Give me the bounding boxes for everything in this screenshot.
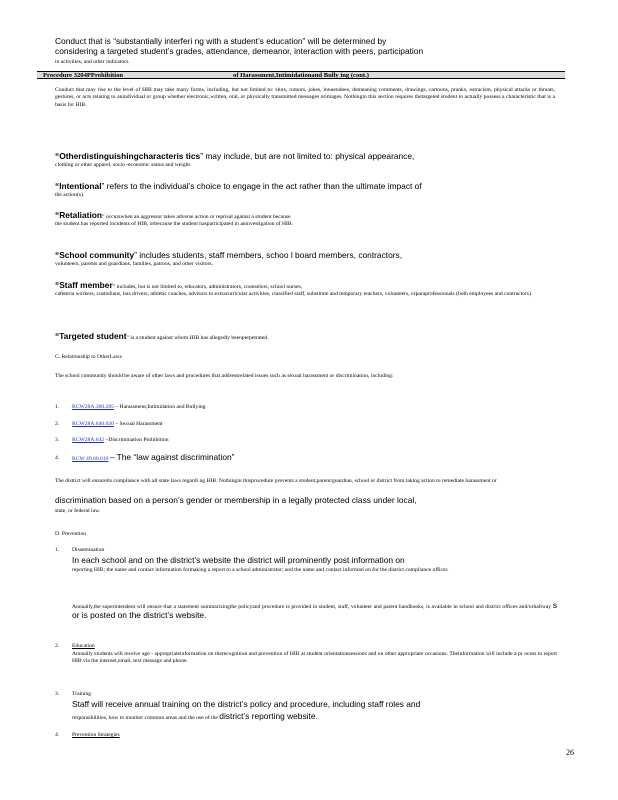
- intro-line-3: in activities, and other indicators.: [55, 59, 130, 65]
- prevention-title: Education: [72, 643, 95, 649]
- prevention-title: Training: [72, 691, 92, 697]
- definition-lead: ” refers to the individual’s choice to engage in the act rather than the ultimate impact of: [101, 181, 422, 191]
- section-d-heading: D. Prevention: [55, 531, 87, 537]
- law-list-number: 2.: [55, 421, 60, 427]
- dissemination-text: reporting HIB; the name and contact information formaking a report to a school administrator; and the name and contact informati on for the district compliance officer.: [72, 567, 449, 573]
- rcw-link[interactable]: RCW 49.60.010: [72, 456, 109, 462]
- definition-rest: clothing or other apparel, socio -economic status and weight.: [55, 162, 192, 169]
- law-list-item-2: [72, 421, 557, 428]
- procedure-header-bar: [37, 71, 565, 79]
- training-small: responsibilities, how to monitor common areas and the use of the: [72, 715, 218, 721]
- dissemination-handbook-text: [72, 601, 557, 622]
- compliance-big-text: discrimination based on a person’s gender or membership in a legally protected class under local,: [55, 495, 417, 505]
- prevention-title: Prevention Strategies: [72, 732, 120, 738]
- section-c-paragraph: The school community should be aware of other laws and procedures that addressrelated issues such as sexual harassment or discrimination, including:: [55, 373, 394, 379]
- prevention-list-number: 4.: [55, 732, 60, 738]
- law-list-item-1: [72, 404, 557, 411]
- definition-lead: ” includes, but is not limited to, educators, administrators, counselors, school nurses,: [112, 284, 303, 290]
- definition-term: “Intentional: [55, 181, 102, 191]
- law-description: – Harassment,Intimidation and Bullying: [115, 404, 206, 410]
- training-text: [72, 712, 557, 722]
- law-list-item-3: [72, 437, 557, 444]
- definition-rest: the student has reported incidents of HIB, orbecause the student hasparticipated in aninvestigation of HIB.: [55, 221, 293, 228]
- compliance-end-text: state, or federal law.: [55, 508, 101, 514]
- definition-rest: volunteers, parents and guardians, families, patrons, and other visitors.: [55, 261, 213, 268]
- definition-term: “Staff member: [55, 280, 113, 290]
- rcw-link[interactable]: RCW28A.642: [72, 437, 105, 443]
- definition-lead: ” may include, but are not limited to: physical appearance,: [200, 151, 415, 161]
- prevention-list-number: 3.: [55, 691, 60, 697]
- education-text: Annually students will receive age - appropriateinformation on therecognition and prevention of HIB at student orientationsessions and on other appropriate occasions. Theinformation will include a pr ocess to report HIB via the internet,email, text message and phone.: [72, 651, 557, 665]
- conduct-paragraph: Conduct that may rise to the level of HIB may take many forms, including, but not limited to: slurs, rumors, jokes, innuendoes, demeaning comments, drawings, cartoons, pranks, ostracism, physical attacks or threats, gestures, or acts relating to anindividual or group whether electronic,written, oral, or physically transmitted messages orimages. Nothingin this section requires thetargeted student to actually possess a characteristic that is a basis for HIB.: [55, 87, 555, 108]
- rcw-link[interactable]: RCW28A.300.285: [72, 404, 114, 410]
- definition-retaliation: [55, 211, 555, 229]
- law-list-number: 1.: [55, 404, 60, 410]
- law-list-item-4: [72, 453, 557, 463]
- definition-rest: the action(s).: [55, 192, 85, 199]
- training-big-text: Staff will receive annual training on the district’s policy and procedure, including staff roles and: [72, 699, 421, 709]
- definition-lead: ” is a student against whom HIB has allegedly beenperpetrated.: [126, 335, 269, 341]
- compliance-small-text: The district will ensureits compliance with all state laws regardi ng HIB. Nothingin thisprocedure prevents a student,parent/guardian, school or district from taking action to remediate harassment or: [55, 478, 497, 484]
- training-small-big: district’s reporting website.: [219, 711, 318, 721]
- definition-school-community: [55, 251, 555, 269]
- header-center: of Harassment,Intimidationand Bully ing (cont.): [233, 72, 369, 79]
- rcw-link[interactable]: RCW28A.640.020: [72, 421, 114, 427]
- header-left: Procedure 3204PProhibition: [43, 72, 124, 79]
- law-list-number: 3.: [55, 437, 60, 443]
- definition-lead: ” includes students, staff members, schoo l board members, contractors,: [134, 250, 403, 260]
- section-c-heading: C. Relationship to OtherLaws: [55, 354, 122, 360]
- definition-staff-member: [55, 281, 555, 299]
- law-description: – The “law against discrimination”: [109, 452, 235, 462]
- definition-intentional: [55, 182, 555, 200]
- definition-other-characteristics: [55, 152, 555, 170]
- handbook-small: Annually,the superintendent will ensure that a statement summarizingthe policyand procedure is provided in student, staff, volunteer and parent handbooks, is available in school and district offices and/orhallway: [72, 604, 552, 610]
- definition-term: “Otherdistinguishingcharacteris tics: [55, 151, 201, 161]
- definition-term: “School community: [55, 250, 135, 260]
- law-description: – Sexual Harassment: [115, 421, 163, 427]
- intro-line-1: Conduct that is “substantially interferi ng with a student’s education” will be determined by: [55, 36, 387, 46]
- definition-targeted-student: [55, 332, 555, 342]
- prevention-title: Dissemination: [72, 547, 105, 553]
- prevention-list-number: 1.: [55, 547, 60, 553]
- page-number: 26: [566, 748, 574, 757]
- definition-term: “Targeted student: [55, 331, 127, 341]
- definition-term: “Retaliation: [55, 210, 102, 220]
- intro-line-2: considering a targeted student’s grades, attendance, demeanor, interaction with peers, participation: [55, 46, 424, 56]
- definition-rest: cafeteria workers, custodians, bus drivers, athletic coaches, advisors to extracurricular activities, classified staff, substitute and temporary teachers, volunteers, orparaprofessionals (both employees and contractors).: [55, 291, 533, 298]
- definition-lead: ” occurswhen an aggressor takes adverse action or reprisal against a student because: [102, 214, 291, 220]
- law-list-number: 4.: [55, 455, 60, 461]
- prevention-list-number: 2.: [55, 643, 60, 649]
- handbook-big: s or is posted on the district’s website.: [72, 600, 558, 621]
- dissemination-big-text: In each school and on the district’s website the district will prominently post information on: [72, 555, 405, 565]
- law-description: –Discrimination Prohibition: [105, 437, 169, 443]
